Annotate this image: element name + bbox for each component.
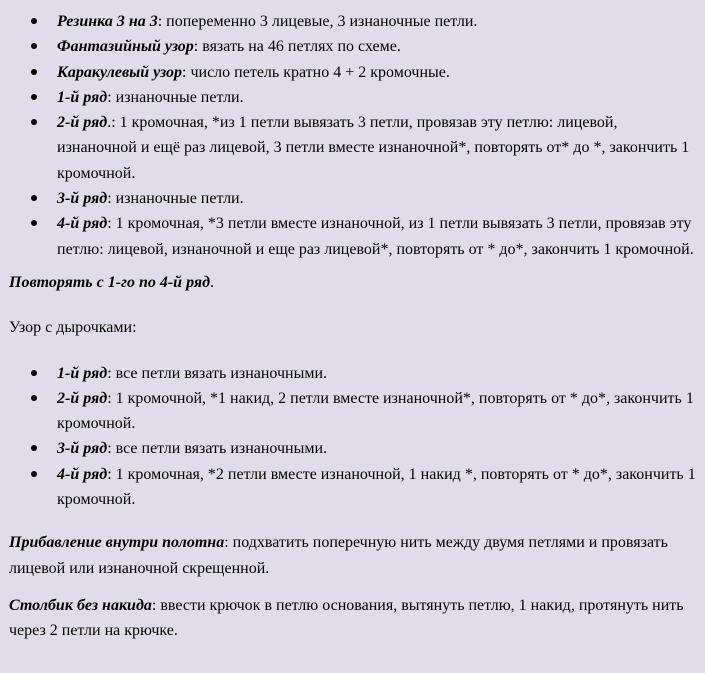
list-item xyxy=(9,386,699,437)
pattern-term: Каракулевый узор xyxy=(57,63,183,81)
row-text: : 1 кромочная, *2 петли вместе изнаночной, 1 накид *, повторять от * до*, закончить 1 кромочной. xyxy=(57,465,696,509)
pattern-text: : попеременно 3 лицевые, 3 изнаночные петли. xyxy=(157,13,478,30)
row-term: 4-й ряд xyxy=(57,465,108,483)
list-item xyxy=(9,9,699,34)
single-crochet-text: : ввести крючок в петлю основания, вытянуть петлю, 1 накид, протянуть нить через 2 петли на крючке. xyxy=(9,596,684,640)
bullet-icon xyxy=(31,395,37,401)
bullet-icon xyxy=(31,18,37,24)
list-item xyxy=(9,34,699,59)
bullet-icon xyxy=(31,69,37,75)
row-text: : все петли вязать изнаночными. xyxy=(107,364,328,382)
knitting-patterns-list xyxy=(9,9,699,262)
pattern-text: : вязать на 46 петлях по схеме. xyxy=(193,38,401,56)
bullet-icon xyxy=(31,220,37,226)
row-term: 3-й ряд xyxy=(57,440,108,458)
bullet-icon xyxy=(31,370,37,376)
bullet-icon xyxy=(31,471,37,477)
bullet-icon xyxy=(31,119,37,125)
row-term: 1-й ряд xyxy=(57,364,108,382)
bullet-icon xyxy=(31,43,37,49)
list-item xyxy=(9,436,699,461)
list-item xyxy=(9,211,699,262)
holes-pattern-heading: Узор с дырочками: xyxy=(9,319,137,337)
repeat-text: . xyxy=(210,273,215,291)
bullet-icon xyxy=(31,195,37,201)
single-crochet-instruction xyxy=(9,593,699,644)
pattern-text: : число петель кратно 4 + 2 кромочные. xyxy=(182,63,450,81)
pattern-text: : изнаночные петли. xyxy=(107,190,244,208)
list-item xyxy=(9,60,699,85)
pattern-term: Фантазийный узор xyxy=(57,38,194,56)
pattern-term: 3-й ряд xyxy=(57,190,108,208)
increase-text: : подхватить поперечную нить между двумя петлями и провязать лицевой или изнаночной скрещенной. xyxy=(9,534,668,577)
increase-term: Прибавление внутри полотна xyxy=(9,534,225,552)
pattern-term: 4-й ряд xyxy=(57,215,108,233)
list-item xyxy=(9,361,699,386)
holes-pattern-list xyxy=(9,361,699,513)
list-item xyxy=(9,85,699,110)
repeat-instruction xyxy=(9,270,699,295)
row-text: : 1 кромочной, *1 накид, 2 петли вместе изнаночной*, повторять от * до*, закончить 1 кромочной. xyxy=(57,389,694,433)
pattern-text: : изнаночные петли. xyxy=(107,88,244,106)
list-item xyxy=(9,186,699,211)
single-crochet-term: Столбик без накида xyxy=(9,596,152,614)
pattern-text: : 1 кромочная, *3 петли вместе изнаночной, из 1 петли вывязать 3 петли, провязав эту петлю: лицевой, изнаночной и еще раз лицевой*, повторять от * до*, закончить 1 кромочной. xyxy=(57,215,694,258)
row-text: : все петли вязать изнаночными. xyxy=(107,440,328,458)
bullet-icon xyxy=(31,445,37,451)
list-item xyxy=(9,462,699,513)
pattern-text: .: 1 кромочная, *из 1 петли вывязать 3 петли, провязав эту петлю: лицевой, изнаночной и ещё раз лицевой, 3 петли вместе изнаночной*, повторять от* до *, закончить 1 кромочной. xyxy=(57,114,690,182)
repeat-term: Повторять с 1-го по 4-й ряд xyxy=(9,273,211,291)
pattern-term: Резинка 3 на 3 xyxy=(57,13,158,30)
list-item xyxy=(9,110,699,186)
increase-instruction xyxy=(9,530,699,581)
pattern-term: 2-й ряд xyxy=(57,114,108,132)
bullet-icon xyxy=(31,94,37,100)
pattern-term: 1-й ряд xyxy=(57,88,108,106)
row-term: 2-й ряд xyxy=(57,389,108,407)
